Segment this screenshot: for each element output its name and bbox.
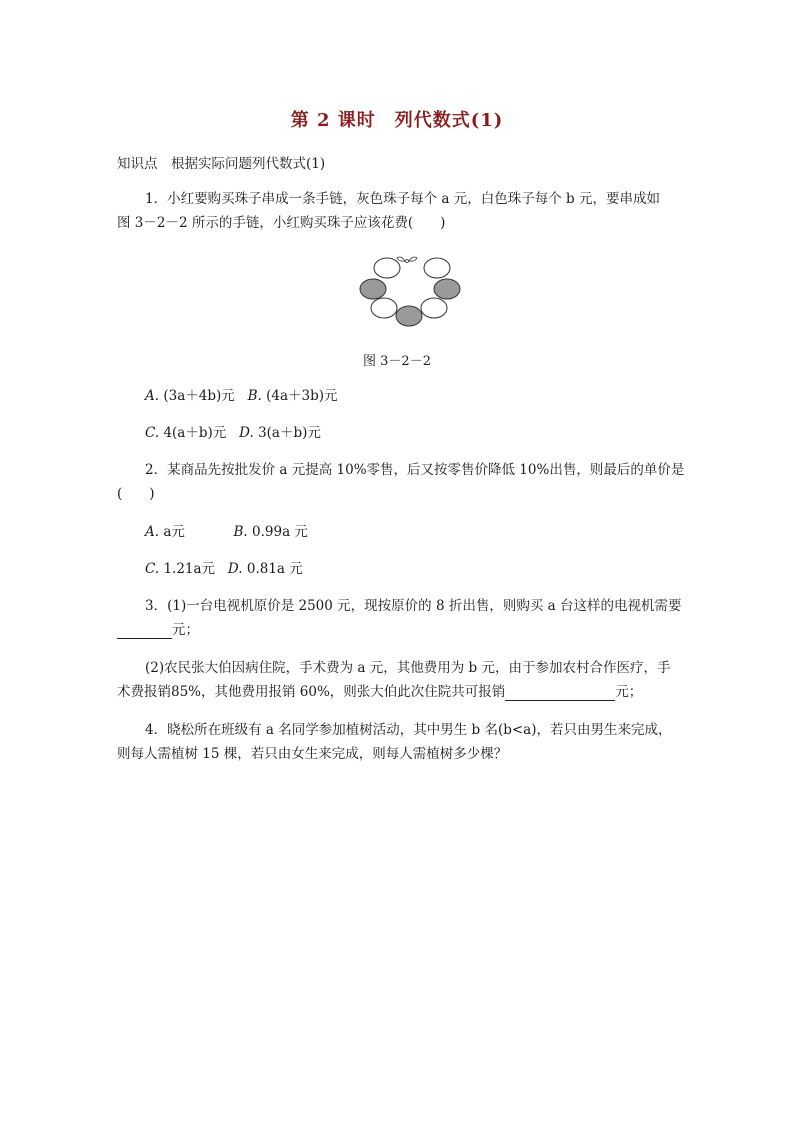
option-a-text: (3a＋4b)元 (163, 388, 235, 404)
bead-white (371, 298, 397, 318)
option-c-letter: C. (145, 561, 160, 577)
option-b-text: 0.99a 元 (252, 524, 308, 540)
knowledge-point-heading: 知识点 根据实际问题列代数式(1) (117, 156, 326, 172)
bead-white (374, 258, 400, 278)
option-c-letter: C. (145, 425, 160, 441)
q2-options-cd (145, 560, 303, 578)
option-b-letter: B. (247, 388, 262, 404)
bead-white (421, 298, 447, 318)
q1-options-cd (145, 424, 321, 442)
page-title: 第 2 课时 列代数式(1) (290, 110, 504, 131)
bead-gray (396, 306, 422, 326)
figure-caption: 图 3－2－2 (363, 354, 431, 369)
q2-options-ab (145, 523, 308, 541)
option-a-text: a元 (163, 524, 185, 540)
option-c-text: 4(a＋b)元 (163, 425, 227, 441)
bead-gray (434, 279, 460, 299)
q1-line1: 1．小红要购买珠子串成一条手链，灰色珠子每个 a 元，白色珠子每个 b 元，要串成如 (145, 191, 660, 207)
option-a-letter: A. (145, 524, 160, 540)
q3-part2-prefix: 术费报销85%，其他费用报销 60%，则张大伯此次住院共可报销 (117, 684, 506, 700)
option-d-text: 0.81a 元 (246, 561, 303, 577)
bead-white (424, 258, 450, 278)
q3-part1-suffix: 元； (172, 622, 199, 638)
q2-line2: ( ) (117, 486, 155, 502)
q3-part2-suffix: 元； (615, 684, 643, 700)
option-d-letter: D. (227, 561, 243, 577)
answer-blank[interactable] (117, 624, 172, 639)
q3-part2-line2 (117, 683, 642, 701)
bracelet-figure (357, 252, 467, 332)
q4-line1: 4．晓松所在班级有 a 名同学参加植树活动，其中男生 b 名(b<a)，若只由男生来完成， (145, 722, 672, 738)
option-d-text: 3(a＋b)元 (258, 425, 321, 441)
bead-gray (360, 279, 386, 299)
option-d-letter: D. (239, 425, 254, 441)
option-a-letter: A. (145, 388, 160, 404)
answer-blank[interactable] (505, 686, 615, 701)
q3-part1-line1: 3．(1)一台电视机原价是 2500 元，现按原价的 8 折出售，则购买 a 台这样的电视机需要 (145, 598, 682, 614)
q2-line1: 2．某商品先按批发价 a 元提高 10%零售，后又按零售价降低 10%出售，则最后的单价是 (145, 462, 685, 478)
bow-knot (397, 257, 417, 263)
q4-line2: 则每人需植树 15 棵，若只由女生来完成，则每人需植树多少棵？ (117, 746, 508, 762)
q1-line2: 图 3－2－2 所示的手链，小红购买珠子应该花费( ) (117, 215, 446, 231)
option-c-text: 1.21a元 (163, 561, 216, 577)
q3-part2-line1: (2)农民张大伯因病住院，手术费为 a 元，其他费用为 b 元，由于参加农村合作医疗，手 (145, 660, 671, 676)
q1-options-ab (145, 387, 338, 405)
option-b-text: (4a＋3b)元 (266, 388, 338, 404)
option-b-letter: B. (233, 524, 248, 540)
q3-part1-line2 (117, 621, 199, 639)
